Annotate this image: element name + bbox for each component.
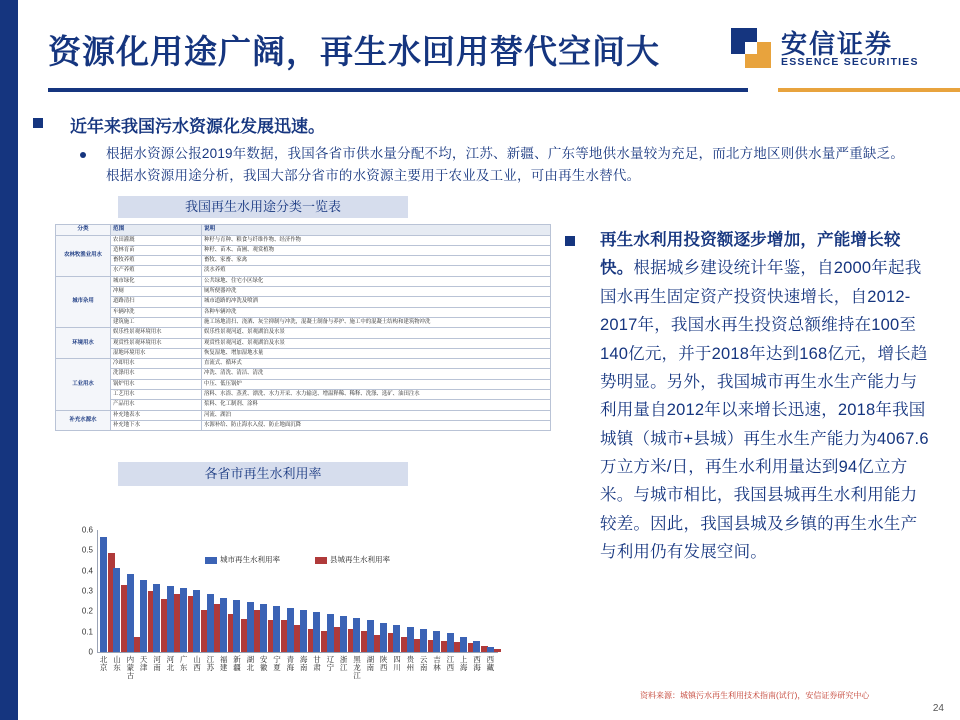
bar-city — [207, 594, 214, 652]
y-axis-labels — [55, 525, 95, 660]
reclaimed-water-utilization-chart — [55, 525, 525, 695]
bar-city — [260, 604, 267, 652]
bar-city — [420, 629, 427, 652]
x-tick-label: 福建 — [219, 655, 228, 672]
bar-city — [393, 625, 400, 652]
title-underline-navy — [48, 88, 748, 92]
x-tick-label: 浙江 — [339, 655, 348, 672]
table-cell-range: 补充地下水 — [111, 420, 202, 430]
bar-city — [113, 568, 120, 652]
x-tick-label: 辽宁 — [326, 655, 335, 672]
bar-city — [367, 620, 374, 652]
table-cell-range: 工艺用水 — [111, 390, 202, 400]
table-caption: 我国再生水用途分类一览表 — [118, 196, 408, 218]
bar-city — [273, 606, 280, 652]
table-row — [56, 420, 551, 430]
table-row — [56, 317, 551, 327]
x-tick-label: 天津 — [139, 655, 148, 672]
table-cell-desc: 河流、湖泊 — [202, 410, 551, 420]
table-row — [56, 297, 551, 307]
bar-city — [233, 600, 240, 652]
table-cell-desc: 娱乐性景观河道、景观湖泊及水景 — [202, 328, 551, 338]
page-number: 24 — [932, 703, 944, 714]
table-row — [56, 348, 551, 358]
table-cell-range: 锅炉用水 — [111, 379, 202, 389]
table-cell-desc: 公共绿地、住宅小区绿化 — [202, 276, 551, 286]
table-cell-desc: 溶料、水浴、蒸煮、漂洗、水力开采、水力输送、增温释稀、稀释、洗涤、选矿、油田注水 — [202, 390, 551, 400]
table-row — [56, 276, 551, 286]
y-tick-label: 0.1 — [81, 627, 93, 637]
x-tick-label: 安徽 — [259, 655, 268, 672]
table-cell-desc: 各种车辆冲洗 — [202, 307, 551, 317]
logo-mark-icon — [731, 28, 771, 68]
reclaimed-water-usage-table — [55, 224, 551, 431]
table-cell-range: 畜牧养殖 — [111, 256, 202, 266]
table-row — [56, 338, 551, 348]
x-tick-label: 吉林 — [433, 655, 441, 672]
table-cell-desc: 冲洗、清洗、清洁、清洗 — [202, 369, 551, 379]
bar-city — [287, 608, 294, 652]
y-tick-label: 0.3 — [81, 586, 93, 596]
left-accent-bar — [0, 0, 18, 720]
logo-english-name: ESSENCE SECURITIES — [781, 56, 919, 68]
source-note: 资料来源：城镇污水再生利用技术指南(试行)，安信证券研究中心 — [640, 691, 870, 700]
table-cell-desc: 畜牧、家畜、家禽 — [202, 256, 551, 266]
table-group-cell: 农林牧渔业用水 — [56, 235, 111, 276]
y-tick-label: 0.2 — [81, 606, 93, 616]
legend-item-city: 城市再生水利用率 — [205, 554, 280, 565]
bar-county — [494, 649, 501, 652]
table-row — [56, 307, 551, 317]
bullet-level2-text: 根据水资源公报2019年数据，我国各省市供水量分配不均，江苏、新疆、广东等地供水量较为充足，而北方地区则供水量严重缺乏。根据水资源用途分析，我国大部分省市的水资源主要用于农业及工业，可由再生水替代。 — [106, 146, 905, 184]
bar-city — [300, 610, 307, 652]
table-cell-range: 城市绿化 — [111, 276, 202, 286]
x-tick-label: 新疆 — [233, 655, 241, 672]
bullet-dot-icon — [80, 152, 86, 158]
table-row — [56, 390, 551, 400]
y-tick-label: 0.6 — [81, 525, 93, 535]
table-row — [56, 266, 551, 276]
bar-city — [353, 618, 360, 652]
table-cell-range: 娱乐性景观环境用水 — [111, 328, 202, 338]
bar-city — [327, 614, 334, 652]
table-cell-range: 湿地环境用水 — [111, 348, 202, 358]
x-tick-label: 江苏 — [206, 655, 215, 672]
table-group-cell: 城市杂用 — [56, 276, 111, 327]
table-body — [56, 235, 551, 431]
table-cell-range: 道路清扫 — [111, 297, 202, 307]
logo-chinese-name: 安信证券 — [781, 29, 894, 59]
x-tick-label: 山西 — [193, 655, 201, 672]
table-cell-range: 产品用水 — [111, 400, 202, 410]
table-cell-desc: 恢复湿地、增加湿地水量 — [202, 348, 551, 358]
table-cell-desc: 种籽与育种、粮食与纤维作物、经济作物 — [202, 235, 551, 245]
bullet-level1-text: 近年来我国污水资源化发展迅速。 — [70, 117, 325, 136]
table-row — [56, 400, 551, 410]
slide-header — [18, 0, 960, 96]
x-tick-label: 上海 — [459, 655, 468, 672]
x-tick-label: 海南 — [299, 655, 308, 672]
table-row — [56, 328, 551, 338]
table-cell-range: 建筑施工 — [111, 317, 202, 327]
table-row — [56, 235, 551, 245]
bar-city — [247, 602, 254, 652]
x-tick-label: 青海 — [286, 655, 295, 672]
x-tick-label: 湖南 — [366, 655, 375, 672]
x-tick-label: 贵州 — [406, 655, 415, 672]
bar-city — [180, 588, 187, 652]
x-tick-label: 四川 — [393, 655, 401, 672]
bar-city — [167, 586, 174, 652]
chart-caption: 各省市再生水利用率 — [118, 462, 408, 486]
bar-city — [153, 584, 160, 652]
bar-city — [407, 627, 414, 652]
table-cell-desc: 观赏性景观河道、景观湖泊及水景 — [202, 338, 551, 348]
table-cell-range: 冲厕 — [111, 287, 202, 297]
x-tick-label: 云南 — [419, 655, 428, 672]
title-underline-gold — [778, 88, 960, 92]
table-cell-desc: 淡水养殖 — [202, 266, 551, 276]
x-tick-label: 河南 — [153, 655, 161, 672]
table-cell-desc: 厕所便器冲洗 — [202, 287, 551, 297]
right-bullet-square-icon — [565, 236, 575, 246]
table-cell-range: 造林育苗 — [111, 245, 202, 255]
right-paragraph: 再生水利用投资额逐步增加，产能增长较快。根据城乡建设统计年鉴，自2000年起我国水再生固定资产投资快速增长，自2012-2017年，我国水再生投资总额维持在100至140亿元，并于2018年达到168亿元，增长趋势明显。另外，我国城市再生水生产能力与利用量自2012年以来增长迅速，2018年我国城镇（城市+县城）再生水生产能力为4067.6万立方米/日，再生水利用量达到94亿立方米。与城市相比，我国县城再生水利用能力较差。因此，我国县城及乡镇的再生水生产与利用仍有发展空间。 — [600, 231, 929, 562]
bar-city — [487, 647, 494, 652]
table-row — [56, 245, 551, 255]
x-tick-label: 北京 — [99, 655, 108, 672]
x-tick-label: 湖北 — [246, 655, 255, 672]
bar-city — [380, 623, 387, 652]
bar-city — [460, 637, 467, 652]
x-tick-label: 陕西 — [379, 655, 388, 672]
table-group-cell: 工业用水 — [56, 359, 111, 410]
table-cell-range: 车辆冲洗 — [111, 307, 202, 317]
x-axis-labels — [97, 656, 497, 696]
x-tick-label: 黑龙江 — [353, 655, 361, 680]
x-tick-label: 江西 — [446, 655, 455, 672]
table-cell-range: 洗涤用水 — [111, 369, 202, 379]
x-tick-label: 河北 — [166, 655, 175, 672]
page-title: 资源化用途广阔，再生水回用替代空间大 — [48, 33, 660, 70]
table-row — [56, 410, 551, 420]
x-tick-label: 广东 — [179, 655, 188, 672]
table-cell-desc: 种籽、苗木、苗圃、观赏植物 — [202, 245, 551, 255]
bar-city — [140, 580, 147, 652]
x-tick-label: 西藏 — [486, 655, 495, 672]
bar-city — [100, 537, 107, 652]
bar-city — [433, 631, 440, 652]
x-tick-label: 宁夏 — [273, 655, 281, 672]
table-cell-range: 补充地表水 — [111, 410, 202, 420]
table-cell-range: 冷却用水 — [111, 359, 202, 369]
table-cell-desc: 施工场地清扫、浇洒、灰尘抑制与冲洗，混凝土制备与养护、施工中的混凝土结构和建筑物冲洗 — [202, 317, 551, 327]
table-row — [56, 287, 551, 297]
x-tick-label: 内蒙古 — [126, 655, 135, 680]
table-cell-desc: 中压、低压锅炉 — [202, 379, 551, 389]
legend-item-county: 县城再生水利用率 — [315, 554, 390, 565]
y-tick-label: 0.4 — [81, 566, 93, 576]
table-header-row — [56, 225, 551, 236]
table-cell-desc: 直流式、循环式 — [202, 359, 551, 369]
table-cell-range: 水产养殖 — [111, 266, 202, 276]
table-header-cell: 说明 — [202, 225, 551, 236]
table-cell-range: 观赏性景观环境用水 — [111, 338, 202, 348]
table-cell-range: 农田灌溉 — [111, 235, 202, 245]
bar-city — [220, 598, 227, 652]
table-cell-desc: 城市道路的冲洗及喷洒 — [202, 297, 551, 307]
y-tick-label: 0 — [88, 647, 93, 657]
logo — [731, 26, 946, 78]
table-row — [56, 379, 551, 389]
table-group-cell: 环境用水 — [56, 328, 111, 359]
table-header-cell: 范围 — [111, 225, 202, 236]
table-row — [56, 256, 551, 266]
table-cell-desc: 水源补给、防止海水入侵、防止地面沉降 — [202, 420, 551, 430]
table-header-cell: 分类 — [56, 225, 111, 236]
bullet-square-icon — [33, 118, 43, 128]
bar-city — [127, 574, 134, 652]
bar-city — [340, 616, 347, 652]
table-group-cell: 补充水源水 — [56, 410, 111, 431]
x-tick-label: 甘肃 — [313, 655, 321, 672]
bar-city — [313, 612, 320, 652]
x-tick-label: 西海 — [473, 655, 481, 672]
table-row — [56, 359, 551, 369]
bar-city — [447, 633, 454, 652]
table-cell-desc: 浆料、化工制剂、涂料 — [202, 400, 551, 410]
y-tick-label: 0.5 — [81, 545, 93, 555]
bar-city — [473, 641, 480, 652]
bar-city — [193, 590, 200, 652]
x-tick-label: 山东 — [113, 655, 121, 672]
chart-plot-area — [97, 530, 498, 653]
table-row — [56, 369, 551, 379]
